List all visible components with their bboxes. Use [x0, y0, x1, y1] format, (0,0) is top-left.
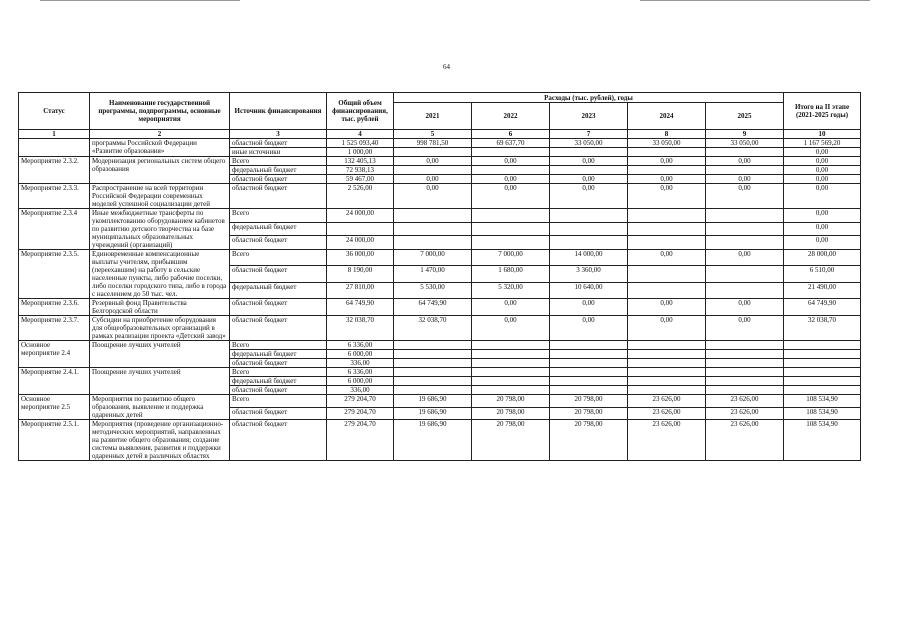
cell-y2023: 0,00	[550, 316, 628, 341]
cell-y2024	[628, 236, 706, 250]
row-source: Всего	[230, 250, 327, 266]
cell-y2023: 0,00	[550, 184, 628, 209]
cell-total: 336,00	[327, 359, 394, 368]
cell-y2023	[550, 148, 628, 157]
row-name: Распространение на всей территории Российской Федерации современных моделей успешной социализации детей	[90, 184, 230, 209]
cell-itogo: 64 749,90	[784, 299, 861, 316]
header-year-2024: 2024	[628, 103, 706, 130]
cell-y2021	[394, 222, 472, 236]
top-edge-line-left	[40, 0, 240, 1]
cell-total: 24 000,00	[327, 209, 394, 223]
cell-y2025: 23 626,00	[706, 395, 784, 408]
cell-y2025	[706, 368, 784, 377]
page-number: 64	[443, 63, 450, 71]
cell-y2021: 0,00	[394, 175, 472, 184]
row-status: Мероприятие 2.5.1.	[19, 420, 90, 461]
cell-y2021	[394, 209, 472, 223]
cell-y2023: 20 798,00	[550, 395, 628, 408]
cell-y2025	[706, 266, 784, 282]
cell-total: 59 467,00	[327, 175, 394, 184]
cell-y2025	[706, 341, 784, 350]
cell-y2025: 0,00	[706, 175, 784, 184]
table-row	[19, 139, 861, 148]
header-expenses: Расходы (тыс. рублей), годы	[394, 93, 784, 103]
row-source: федеральный бюджет	[230, 222, 327, 236]
cell-y2021	[394, 377, 472, 386]
cell-y2022	[472, 209, 550, 223]
cell-y2021	[394, 148, 472, 157]
header-year-2025: 2025	[706, 103, 784, 130]
header-status: Статус	[19, 93, 90, 130]
cell-y2024	[628, 368, 706, 377]
cell-y2022: 20 798,00	[472, 420, 550, 461]
cell-y2022	[472, 377, 550, 386]
cell-y2021: 32 038,70	[394, 316, 472, 341]
cell-y2023	[550, 166, 628, 175]
cell-total: 132 405,13	[327, 157, 394, 166]
cell-total	[327, 222, 394, 236]
cell-total: 1 000,00	[327, 148, 394, 157]
cell-y2025: 23 626,00	[706, 407, 784, 420]
cell-total: 36 000,00	[327, 250, 394, 266]
cell-total: 2 526,00	[327, 184, 394, 209]
cell-itogo: 21 490,00	[784, 282, 861, 298]
cell-y2023	[550, 386, 628, 395]
cell-y2024: 0,00	[628, 316, 706, 341]
row-status: Мероприятие 2.3.4	[19, 209, 90, 250]
cell-y2023	[550, 359, 628, 368]
cell-total: 8 190,00	[327, 266, 394, 282]
row-source: областной бюджет	[230, 407, 327, 420]
table-row	[19, 184, 861, 209]
table-row	[19, 341, 861, 350]
header-total: Общий объем финансирования, тыс. рублей	[327, 93, 394, 130]
row-name: Иные межбюджетные трансферты по укомплектованию оборудованием кабинетов по развитию детского творчества на базе муниципальных образовательных учреждений (организаций)	[90, 209, 230, 250]
cell-y2022	[472, 148, 550, 157]
cell-y2023: 0,00	[550, 157, 628, 166]
row-name: Поощрение лучших учителей	[90, 341, 230, 368]
column-number: 2	[90, 130, 230, 139]
column-number: 1	[19, 130, 90, 139]
cell-y2021	[394, 359, 472, 368]
column-number: 8	[628, 130, 706, 139]
cell-y2022: 20 798,00	[472, 407, 550, 420]
row-source: федеральный бюджет	[230, 166, 327, 175]
row-status: Мероприятие 2.3.6.	[19, 299, 90, 316]
cell-y2022	[472, 222, 550, 236]
row-status: Мероприятие 2.4.1.	[19, 368, 90, 395]
cell-y2023: 10 640,00	[550, 282, 628, 298]
cell-y2025	[706, 386, 784, 395]
cell-y2024: 0,00	[628, 184, 706, 209]
row-source: областной бюджет	[230, 175, 327, 184]
column-number-row	[19, 130, 861, 139]
row-name: программы Российской Федерации «Развитие образования»	[90, 139, 230, 157]
cell-itogo: 0,00	[784, 222, 861, 236]
cell-y2021: 5 530,00	[394, 282, 472, 298]
cell-y2023: 0,00	[550, 299, 628, 316]
cell-itogo: 0,00	[784, 166, 861, 175]
header-year-2023: 2023	[550, 103, 628, 130]
cell-y2021	[394, 386, 472, 395]
cell-y2024	[628, 350, 706, 359]
header-name: Наименование государственной программы, подпрограммы, основные мероприятия	[90, 93, 230, 130]
row-source: федеральный бюджет	[230, 350, 327, 359]
row-name: Модернизация региональных систем общего образования	[90, 157, 230, 184]
cell-y2024	[628, 377, 706, 386]
cell-y2022: 20 798,00	[472, 395, 550, 408]
cell-y2025	[706, 350, 784, 359]
cell-y2024	[628, 148, 706, 157]
header-itogo: Итого на II этапе (2021-2025 годы)	[784, 93, 861, 130]
cell-itogo: 0,00	[784, 236, 861, 250]
cell-y2022: 0,00	[472, 184, 550, 209]
cell-y2021	[394, 236, 472, 250]
cell-y2023: 0,00	[550, 175, 628, 184]
cell-itogo: 28 000,00	[784, 250, 861, 266]
column-number: 6	[472, 130, 550, 139]
cell-y2022	[472, 166, 550, 175]
row-source: федеральный бюджет	[230, 282, 327, 298]
cell-itogo	[784, 359, 861, 368]
cell-y2021: 998 781,50	[394, 139, 472, 148]
cell-y2023	[550, 222, 628, 236]
cell-y2021	[394, 350, 472, 359]
row-status: Мероприятие 2.3.3.	[19, 184, 90, 209]
cell-y2022	[472, 236, 550, 250]
cell-itogo: 108 534,90	[784, 420, 861, 461]
cell-itogo: 108 534,90	[784, 395, 861, 408]
row-name: Резервный фонд Правительства Белгородской области	[90, 299, 230, 316]
cell-itogo	[784, 386, 861, 395]
cell-y2024: 0,00	[628, 299, 706, 316]
cell-y2023: 3 360,00	[550, 266, 628, 282]
row-source: областной бюджет	[230, 266, 327, 282]
cell-itogo: 32 038,70	[784, 316, 861, 341]
cell-y2021: 0,00	[394, 157, 472, 166]
cell-y2022: 0,00	[472, 316, 550, 341]
table-row	[19, 157, 861, 166]
cell-total: 6 336,00	[327, 341, 394, 350]
cell-total: 279 204,70	[327, 420, 394, 461]
row-source: областной бюджет	[230, 139, 327, 148]
cell-y2021: 0,00	[394, 184, 472, 209]
cell-y2022: 5 320,00	[472, 282, 550, 298]
row-source: областной бюджет	[230, 316, 327, 341]
cell-y2022: 0,00	[472, 175, 550, 184]
header-source: Источник финансирования	[230, 93, 327, 130]
row-name: Мероприятия по развитию общего образования, выявление и поддержка одаренных детей	[90, 395, 230, 420]
cell-y2022: 69 637,70	[472, 139, 550, 148]
cell-y2024	[628, 359, 706, 368]
cell-y2024	[628, 266, 706, 282]
cell-y2024: 23 626,00	[628, 420, 706, 461]
row-source: областной бюджет	[230, 420, 327, 461]
cell-y2023	[550, 368, 628, 377]
cell-y2025	[706, 282, 784, 298]
cell-y2023: 20 798,00	[550, 420, 628, 461]
row-source: Всего	[230, 157, 327, 166]
cell-y2025	[706, 148, 784, 157]
cell-y2025: 0,00	[706, 299, 784, 316]
cell-y2022	[472, 368, 550, 377]
cell-total: 32 038,70	[327, 316, 394, 341]
row-status	[19, 139, 90, 157]
row-source: областной бюджет	[230, 386, 327, 395]
cell-y2025: 33 050,00	[706, 139, 784, 148]
row-source: областной бюджет	[230, 359, 327, 368]
cell-y2022: 0,00	[472, 299, 550, 316]
cell-y2022: 7 000,00	[472, 250, 550, 266]
cell-itogo: 0,00	[784, 157, 861, 166]
cell-itogo	[784, 368, 861, 377]
cell-total: 1 525 093,40	[327, 139, 394, 148]
top-edge-line-right	[640, 0, 870, 1]
row-source: иные источники	[230, 148, 327, 157]
cell-y2025	[706, 166, 784, 175]
row-status: Мероприятие 2.3.5.	[19, 250, 90, 299]
cell-itogo: 1 167 569,20	[784, 139, 861, 148]
cell-y2021	[394, 166, 472, 175]
table-row	[19, 209, 861, 223]
cell-itogo: 0,00	[784, 175, 861, 184]
cell-y2023: 14 000,00	[550, 250, 628, 266]
cell-total: 6 336,00	[327, 368, 394, 377]
cell-y2022: 0,00	[472, 157, 550, 166]
table-row	[19, 299, 861, 316]
cell-y2024: 23 626,00	[628, 407, 706, 420]
cell-y2023: 20 798,00	[550, 407, 628, 420]
cell-total: 279 204,70	[327, 407, 394, 420]
header-year-2021: 2021	[394, 103, 472, 130]
cell-total: 336,00	[327, 386, 394, 395]
cell-y2024	[628, 341, 706, 350]
cell-y2024	[628, 166, 706, 175]
table-row	[19, 316, 861, 341]
cell-y2025	[706, 377, 784, 386]
cell-y2024: 0,00	[628, 250, 706, 266]
cell-total: 27 810,00	[327, 282, 394, 298]
row-source: областной бюджет	[230, 299, 327, 316]
cell-y2021: 19 686,90	[394, 395, 472, 408]
cell-itogo: 0,00	[784, 184, 861, 209]
table-row	[19, 368, 861, 377]
cell-y2023	[550, 350, 628, 359]
cell-itogo: 0,00	[784, 209, 861, 223]
header-year-2022: 2022	[472, 103, 550, 130]
row-source: Всего	[230, 341, 327, 350]
table-row	[19, 395, 861, 408]
cell-y2022	[472, 341, 550, 350]
row-source: Всего	[230, 209, 327, 223]
column-number: 9	[706, 130, 784, 139]
row-source: областной бюджет	[230, 184, 327, 209]
cell-y2021: 1 470,00	[394, 266, 472, 282]
cell-itogo	[784, 341, 861, 350]
row-source: Всего	[230, 368, 327, 377]
cell-y2021	[394, 341, 472, 350]
cell-total: 6 000,00	[327, 377, 394, 386]
cell-y2025: 0,00	[706, 250, 784, 266]
cell-y2025	[706, 222, 784, 236]
row-name: Субсидии на приобретение оборудования для общеобразовательных организаций в рамках реализации проекта «Детский завод»	[90, 316, 230, 341]
cell-y2024	[628, 386, 706, 395]
column-number: 4	[327, 130, 394, 139]
cell-y2025: 0,00	[706, 157, 784, 166]
cell-total: 72 938,13	[327, 166, 394, 175]
row-status: Мероприятие 2.3.2.	[19, 157, 90, 184]
cell-y2021: 64 749,90	[394, 299, 472, 316]
cell-y2024: 23 626,00	[628, 395, 706, 408]
cell-total: 24 000,00	[327, 236, 394, 250]
cell-y2025: 23 626,00	[706, 420, 784, 461]
column-number: 7	[550, 130, 628, 139]
cell-itogo: 108 534,90	[784, 407, 861, 420]
cell-y2023	[550, 236, 628, 250]
cell-itogo	[784, 350, 861, 359]
row-name: Мероприятия (проведение организационно-методических мероприятий, направленных на развитие общего образования; создание системы выявления, развития и поддержки одаренных детей в различных областях	[90, 420, 230, 461]
cell-y2025	[706, 359, 784, 368]
column-number: 3	[230, 130, 327, 139]
row-status: Основное мероприятие 2.4	[19, 341, 90, 368]
cell-y2025	[706, 209, 784, 223]
cell-total: 64 749,90	[327, 299, 394, 316]
cell-y2025: 0,00	[706, 184, 784, 209]
cell-y2022	[472, 386, 550, 395]
cell-y2021: 7 000,00	[394, 250, 472, 266]
cell-y2022	[472, 359, 550, 368]
cell-y2024: 0,00	[628, 157, 706, 166]
cell-y2024	[628, 282, 706, 298]
row-source: федеральный бюджет	[230, 377, 327, 386]
cell-y2024	[628, 222, 706, 236]
column-number: 10	[784, 130, 861, 139]
column-number: 5	[394, 130, 472, 139]
cell-y2022: 1 680,00	[472, 266, 550, 282]
table-row	[19, 420, 861, 461]
header-row-1	[19, 93, 861, 103]
cell-y2025	[706, 236, 784, 250]
cell-y2021	[394, 368, 472, 377]
cell-itogo	[784, 377, 861, 386]
row-name: Поощрение лучших учителей	[90, 368, 230, 395]
table-body	[19, 139, 861, 461]
cell-total: 279 204,70	[327, 395, 394, 408]
cell-y2025: 0,00	[706, 316, 784, 341]
cell-y2024	[628, 209, 706, 223]
cell-y2023	[550, 209, 628, 223]
cell-itogo: 0,00	[784, 148, 861, 157]
cell-y2024: 33 050,00	[628, 139, 706, 148]
row-status: Мероприятие 2.3.7.	[19, 316, 90, 341]
row-source: областной бюджет	[230, 236, 327, 250]
cell-y2024: 0,00	[628, 175, 706, 184]
cell-y2021: 19 686,90	[394, 420, 472, 461]
cell-y2023	[550, 341, 628, 350]
cell-total: 6 000,00	[327, 350, 394, 359]
cell-itogo: 6 510,00	[784, 266, 861, 282]
row-name: Единовременные компенсационные выплаты учителям, прибывшим (переехавшим) на работу в сельские населенные пункты, либо рабочие поселки, либо поселки городского типа, либо в города с населением до 50 тыс. чел.	[90, 250, 230, 299]
row-status: Основное мероприятие 2.5	[19, 395, 90, 420]
cell-y2023: 33 050,00	[550, 139, 628, 148]
cell-y2022	[472, 350, 550, 359]
row-source: Всего	[230, 395, 327, 408]
table-row	[19, 250, 861, 266]
cell-y2021: 19 686,90	[394, 407, 472, 420]
budget-table	[18, 92, 861, 461]
cell-y2023	[550, 377, 628, 386]
